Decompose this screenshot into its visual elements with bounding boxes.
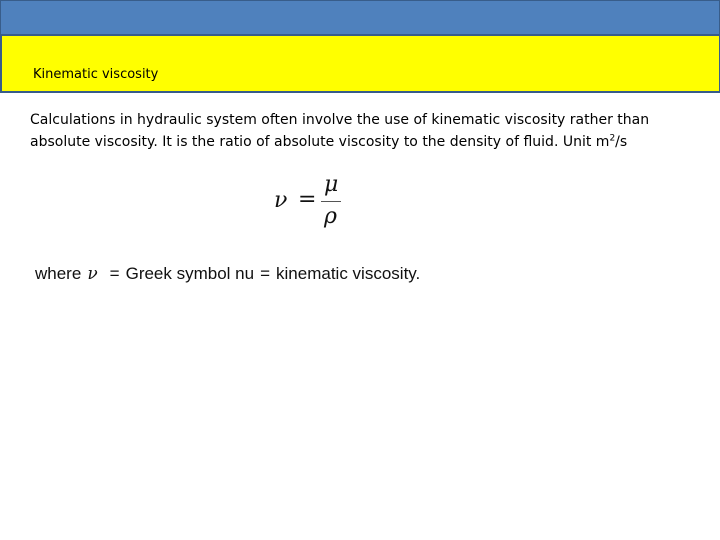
kinematic-viscosity-formula	[260, 160, 370, 242]
body-paragraph	[30, 109, 690, 153]
where-equals-2: =	[260, 264, 271, 283]
where-name: Greek symbol nu	[125, 264, 255, 283]
formula-rho: ρ	[324, 204, 337, 229]
formula-equals: =	[298, 187, 317, 212]
where-prefix: where	[35, 264, 82, 283]
body-text: Calculations in hydraulic system often involve the use of kinematic viscosity rather than absolute viscosity. It is the ratio of absolute viscosity to the density of fluid. Unit m	[30, 112, 650, 150]
unit-exponent: 2	[609, 133, 616, 144]
slide-title: Kinematic viscosity	[33, 67, 159, 82]
where-definition	[35, 264, 420, 284]
fraction-bar	[321, 201, 341, 202]
title-band	[0, 35, 720, 93]
where-symbol: ν	[87, 264, 98, 284]
where-meaning: kinematic viscosity.	[276, 264, 421, 283]
header-bar	[0, 0, 720, 35]
unit-suffix: /s	[615, 134, 628, 150]
where-equals-1: =	[109, 264, 120, 283]
formula-mu: μ	[324, 172, 339, 197]
formula-nu: ν	[274, 188, 288, 213]
